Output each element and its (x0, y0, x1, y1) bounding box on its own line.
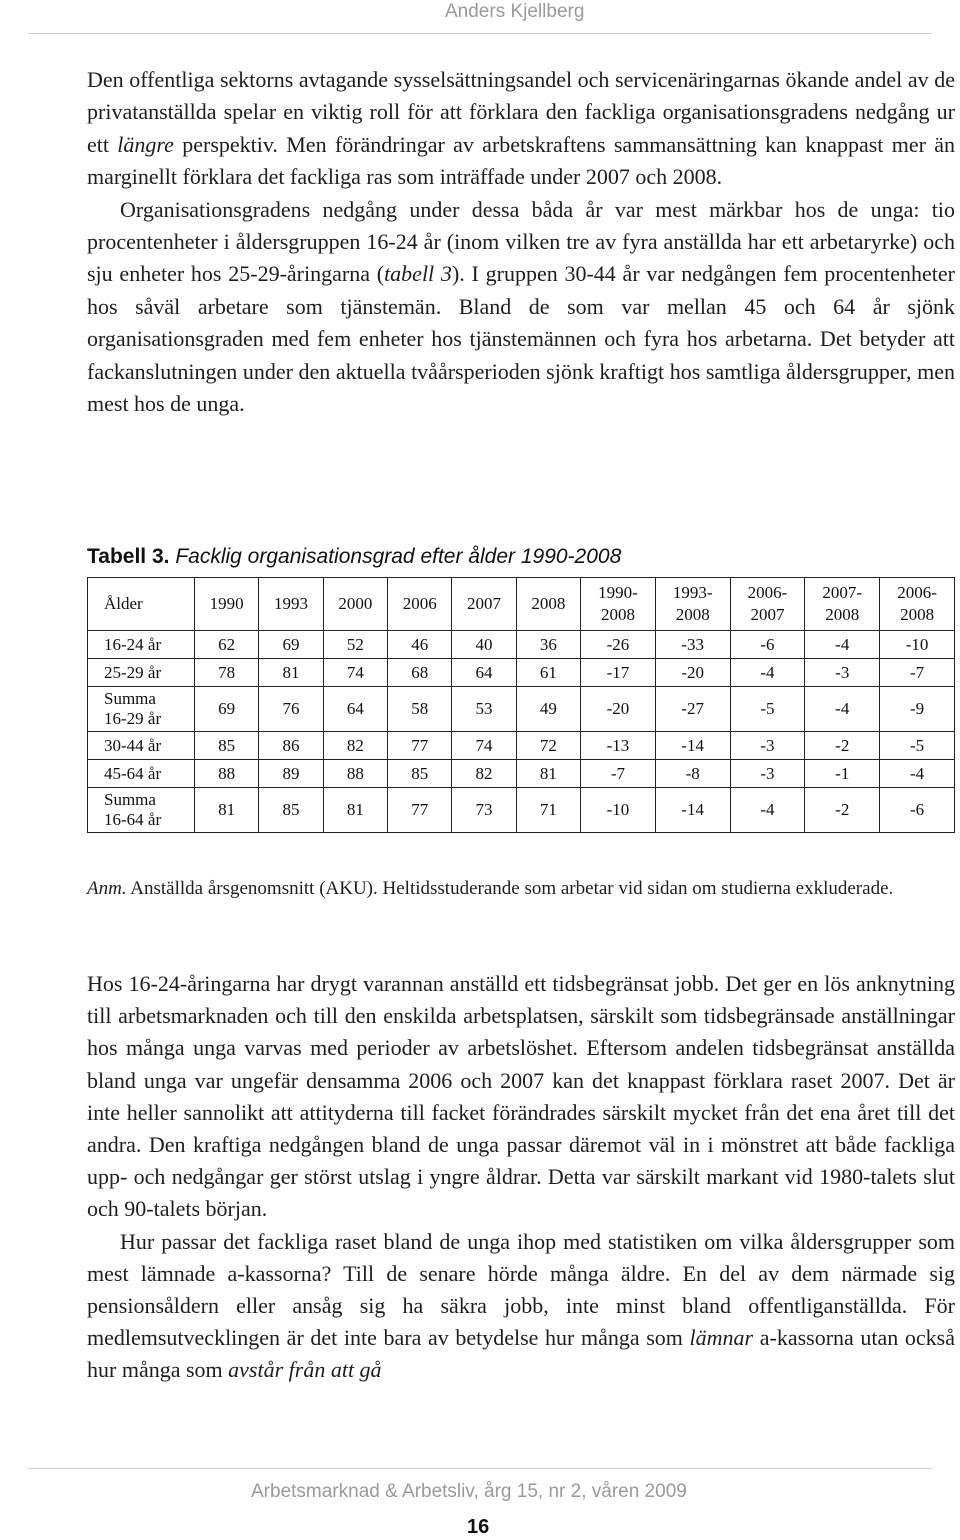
header-year: 2007 (452, 578, 516, 631)
change-cell: -4 (880, 760, 955, 788)
header-year: 1990 (195, 578, 259, 631)
rate-cell: 36 (516, 631, 580, 659)
header-year: 2008 (516, 578, 580, 631)
age-group-cell: 45-64 år (88, 760, 195, 788)
header-change: 2007- 2008 (805, 578, 880, 631)
rate-cell: 82 (323, 732, 387, 760)
header-divider (28, 33, 932, 34)
change-cell: -26 (581, 631, 656, 659)
rate-cell: 64 (323, 687, 387, 732)
body-text (87, 968, 955, 1387)
change-cell: -4 (805, 687, 880, 732)
change-cell: -4 (805, 631, 880, 659)
change-cell: -14 (655, 732, 730, 760)
header-year: 2000 (323, 578, 387, 631)
rate-cell: 64 (452, 659, 516, 687)
change-cell: -27 (655, 687, 730, 732)
change-cell: -20 (655, 659, 730, 687)
running-head-author: Anders Kjellberg (445, 1, 585, 22)
rate-cell: 68 (388, 659, 452, 687)
header-year: 1993 (259, 578, 323, 631)
table-row (88, 788, 955, 833)
paragraph-4: Hur passar det fackliga raset bland de unga ihop med statistiken om vilka åldersgrupper som mest lämnade a-kassorna? Till de senare hörde många äldre. En del av dem närmade sig pensionsåldern eller ansåg sig ha säkra jobb, inte minst bland offentliganställda. För medlemsutvecklingen är det inte bara av betydelse hur många som lämnar a-kassorna utan också hur många som avstår från att gå (87, 1228, 955, 1383)
age-group-cell: 25-29 år (88, 659, 195, 687)
table-header-row (88, 578, 955, 631)
header-year: 2006 (388, 578, 452, 631)
change-cell: -13 (581, 732, 656, 760)
footer-divider (28, 1468, 932, 1469)
header-change: 1990- 2008 (581, 578, 656, 631)
rate-cell: 81 (323, 788, 387, 833)
rate-cell: 81 (259, 659, 323, 687)
table-body (88, 631, 955, 833)
change-cell: -3 (730, 760, 805, 788)
table-row (88, 760, 955, 788)
table-title (87, 545, 621, 569)
rate-cell: 73 (452, 788, 516, 833)
age-group-cell: Summa 16-64 år (88, 788, 195, 833)
header-change: 2006- 2007 (730, 578, 805, 631)
change-cell: -5 (730, 687, 805, 732)
age-group-cell: 30-44 år (88, 732, 195, 760)
change-cell: -6 (730, 631, 805, 659)
rate-cell: 62 (195, 631, 259, 659)
change-cell: -10 (880, 631, 955, 659)
change-cell: -4 (730, 788, 805, 833)
note-text: Anställda årsgenomsnitt (AKU). Heltidsstuderande som arbetar vid sidan om studierna exkluderade. (126, 878, 894, 899)
rate-cell: 61 (516, 659, 580, 687)
table-row (88, 659, 955, 687)
header-change: 2006- 2008 (880, 578, 955, 631)
change-cell: -10 (581, 788, 656, 833)
change-cell: -7 (880, 659, 955, 687)
rate-cell: 49 (516, 687, 580, 732)
change-cell: -4 (730, 659, 805, 687)
rate-cell: 88 (195, 760, 259, 788)
change-cell: -33 (655, 631, 730, 659)
rate-cell: 71 (516, 788, 580, 833)
paragraph-2: Organisationsgradens nedgång under dessa båda år var mest märkbar hos de unga: tio procentenheter i åldersgruppen 16-24 år (inom vilken tre av fyra anställda har ett arbetaryrke) och sju enheter hos 25-29-åringarna (tabell 3). I gruppen 30-44 år var nedgången fem procentenheter hos såväl arbetare som tjänstemän. Bland de som var mellan 45 och 64 år sjönk organisationsgraden med fem enheter hos tjänstemännen och fyra hos arbetarna. Det betyder att fackanslutningen under den aktuella tvåårsperioden sjönk kraftigt hos samtliga åldersgrupper, men mest hos de unga. (87, 196, 955, 417)
table-label: Tabell 3. (87, 545, 170, 568)
paragraph-3: Hos 16-24-åringarna har drygt varannan anställd ett tidsbegränsat jobb. Det ger en lös anknytning till arbetsmarknaden och till den enskilda arbetsplatsen, särskilt som tidsbegränsade anställningar hos många unga varvas med perioder av arbetslöshet. Eftersom andelen tidsbegränsat anställda bland unga var ungefär densamma 2006 och 2007 kan det knappast förklara raset 2007. Det är inte heller sannolikt att attityderna till facket förändrades särskilt mycket från det ena året till det andra. Den kraftiga nedgången bland de unga passar däremot väl in i mönstret att både fackliga upp- och nedgångar ger störst utslag i yngre åldrar. Detta var särskilt markant vid 1980-talets slut och 90-talets början. (87, 971, 955, 1222)
change-cell: -14 (655, 788, 730, 833)
rate-cell: 52 (323, 631, 387, 659)
rate-cell: 77 (388, 732, 452, 760)
age-group-cell: Summa 16-29 år (88, 687, 195, 732)
rate-cell: 89 (259, 760, 323, 788)
rate-cell: 40 (452, 631, 516, 659)
change-cell: -20 (581, 687, 656, 732)
change-cell: -3 (805, 659, 880, 687)
header-age: Ålder (88, 578, 195, 631)
rate-cell: 85 (388, 760, 452, 788)
change-cell: -2 (805, 788, 880, 833)
journal-citation: Arbetsmarknad & Arbetsliv, årg 15, nr 2, våren 2009 (251, 1481, 687, 1502)
rate-cell: 85 (259, 788, 323, 833)
rate-cell: 74 (323, 659, 387, 687)
paragraph-1: Den offentliga sektorns avtagande sysselsättningsandel och servicenäringarnas ökande andel av de privatanställda spelar en viktig roll för att förklara den fackliga organisationsgradens nedgång ur ett längre perspektiv. Men förändringar av arbetskraftens sammansättning kan knappast mer än marginellt förklara det fackliga ras som inträffade under 2007 och 2008. (87, 67, 955, 190)
change-cell: -7 (581, 760, 656, 788)
rate-cell: 86 (259, 732, 323, 760)
page-number: 16 (467, 1516, 490, 1538)
note-label: Anm. (87, 878, 127, 899)
rate-cell: 58 (388, 687, 452, 732)
change-cell: -17 (581, 659, 656, 687)
organisation-rate-table (87, 577, 955, 833)
intro-text (87, 64, 955, 420)
rate-cell: 78 (195, 659, 259, 687)
table-row (88, 687, 955, 732)
rate-cell: 88 (323, 760, 387, 788)
rate-cell: 69 (195, 687, 259, 732)
rate-cell: 82 (452, 760, 516, 788)
change-cell: -9 (880, 687, 955, 732)
change-cell: -6 (880, 788, 955, 833)
table-caption: Facklig organisationsgrad efter ålder 1990-2008 (169, 545, 622, 568)
change-cell: -8 (655, 760, 730, 788)
rate-cell: 76 (259, 687, 323, 732)
change-cell: -1 (805, 760, 880, 788)
change-cell: -3 (730, 732, 805, 760)
rate-cell: 81 (195, 788, 259, 833)
table-row (88, 631, 955, 659)
table-note (87, 872, 955, 906)
change-cell: -2 (805, 732, 880, 760)
rate-cell: 72 (516, 732, 580, 760)
rate-cell: 85 (195, 732, 259, 760)
rate-cell: 74 (452, 732, 516, 760)
header-change: 1993- 2008 (655, 578, 730, 631)
rate-cell: 69 (259, 631, 323, 659)
change-cell: -5 (880, 732, 955, 760)
rate-cell: 53 (452, 687, 516, 732)
rate-cell: 81 (516, 760, 580, 788)
age-group-cell: 16-24 år (88, 631, 195, 659)
rate-cell: 46 (388, 631, 452, 659)
rate-cell: 77 (388, 788, 452, 833)
table-row (88, 732, 955, 760)
